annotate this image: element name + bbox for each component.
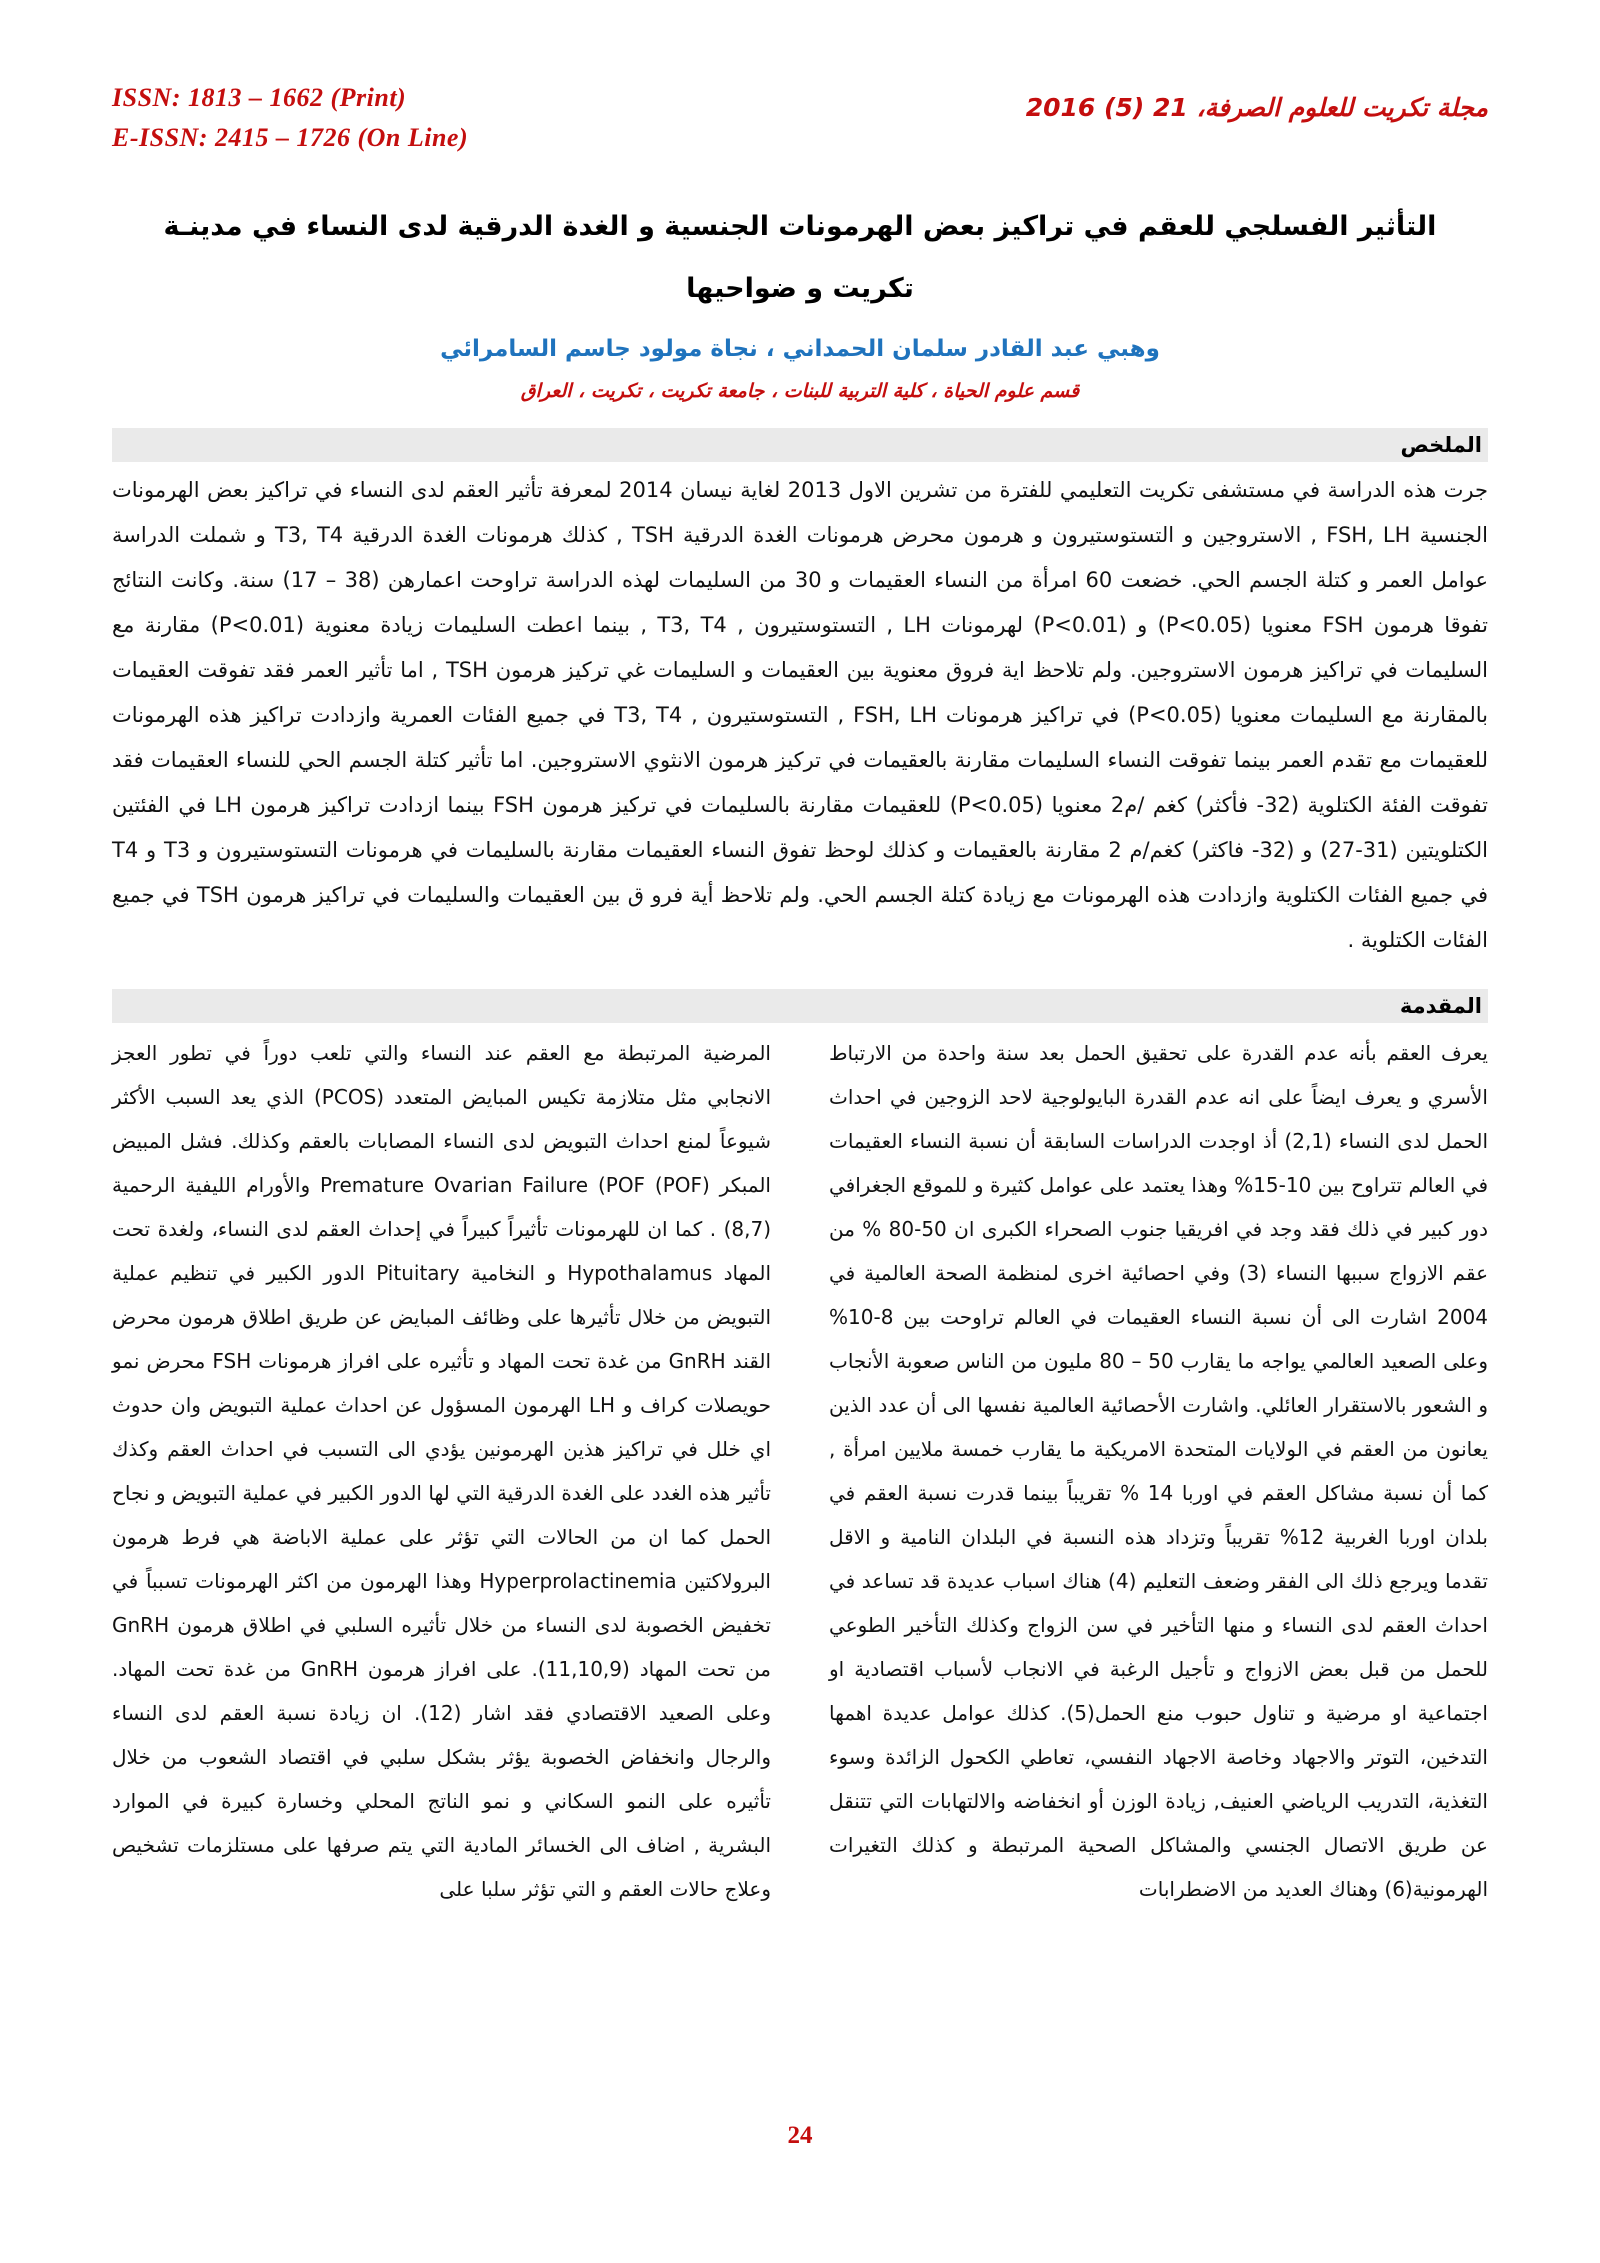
page-number: 24 bbox=[787, 2122, 813, 2149]
abstract-heading bbox=[112, 428, 1488, 462]
introduction-heading bbox=[112, 989, 1488, 1023]
authors-line: وهبي عبد القادر سلمان الحمداني ، نجاة مولود جاسم السامرائي bbox=[440, 336, 1160, 362]
abstract-heading-label: الملخص bbox=[1400, 433, 1482, 457]
issn-print: ISSN: 1813 – 1662 (Print) bbox=[112, 83, 407, 112]
introduction-column-left: المرضية المرتبطة مع العقم عند النساء والتي تلعب دوراً في تطور العجز الانجابي مثل متلازمة تكيس المبايض المتعدد (PCOS) الذي يعد السبب الأكثر شيوعاً لمنع احداث التبويض لدى النساء المصابات بالعقم وكذلك. فشل المبيض المبكر (POF) Premature Ovarian Failure (POF والأورام الليفية الرحمية (8,7) . كما ان للهرمونات تأثيراً كبيراً في إحداث العقم لدى النساء، ولغدة تحت المهاد Hypothalamus و النخامية Pituitary الدور الكبير في تنظيم عملية التبويض من خلال تأثيرها على وظائف المبايض عن طريق اطلاق هرمون محرض القند GnRH من غدة تحت المهاد و تأثيره على افراز هرمونات FSH محرض نمو حويصلات كراف و LH الهرمون المسؤول عن احداث عملية التبويض وان حدوث اي خلل في تراكيز هذين الهرمونين يؤدي الى التسبب في احداث العقم وكذك تأثير هذه الغدد على الغدة الدرقية التي لها الدور الكبير في عملية التبويض و نجاح الحمل كما ان من الحالات التي تؤثر على عملية الاباضة هي فرط هرمون البرولاكتين Hyperprolactinemia وهذا الهرمون من اكثر الهرمونات تسبباً في تخفيض الخصوبة لدى النساء من خلال تأثيره السلبي في اطلاق هرمون GnRH من تحت المهاد (11,10,9). على افراز هرمون GnRH من غدة تحت المهاد. وعلى الصعيد الاقتصادي فقد اشار (12). ان زيادة نسبة العقم لدى النساء والرجال وانخفاض الخصوبة يؤثر بشكل سلبي في اقتصاد الشعوب من خلال تأثيره على النمو السكاني و نمو الناتج المحلي وخسارة كبيرة في الموارد البشرية , اضاف الى الخسائر المادية التي يتم صرفها على مستلزمات تشخيص وعلاج حالات العقم و التي تؤثر سلبا على bbox=[112, 1041, 772, 1901]
introduction-columns bbox=[112, 1031, 1488, 1911]
issn-online: E-ISSN: 2415 – 1726 (On Line) bbox=[112, 123, 469, 152]
introduction-heading-label: المقدمة bbox=[1399, 994, 1482, 1018]
abstract-paragraph: جرت هذه الدراسة في مستشفى تكريت التعليمي للفترة من تشرين الاول 2013 لغاية نيسان 2014 لمعرفة تأثير العقم لدى النساء في تراكيز بعض الهرمونات الجنسية FSH, LH , الاستروجين و التستوستيرون و هرمون محرض هرمونات الغدة الدرقية TSH , كذلك هرمونات الغدة الدرقية T3, T4 و شملت الدراسة عوامل العمر و كتلة الجسم الحي. خضعت 60 امرأة من النساء العقيمات و 30 من السليمات لهذه الدراسة تراوحت اعمارهن (38 – 17) سنة. وكانت النتائج تفوقا هرمون FSH معنويا (P<0.05) و (P<0.01) لهرمونات LH , التستوستيرون , T3, T4 , بينما اعطت السليمات زيادة معنوية (P<0.01) مقارنة مع السليمات في تراكيز هرمون الاستروجين. ولم تلاحظ اية فروق معنوية بين العقيمات و السليمات غي تركيز هرمون TSH , اما تأثير العمر فقد تفوقت العقيمات بالمقارنة مع السليمات معنويا (P<0.05) في تراكيز هرمونات FSH, LH , التستوستيرون , T3, T4 في جميع الفئات العمرية وازدادت تراكيز هذه الهرمونات للعقيمات مع تقدم العمر بينما تفوقت النساء السليمات مقارنة بالعقيمات في تركيز هرمون الانثوي الاستروجين. اما تأثير كتلة الجسم الحي للنساء العقيمات فقد تفوقت الفئة الكتلوية (32- فأكثر) كغم /م2 معنويا (P<0.05) للعقيمات مقارنة بالسليمات في تركيز هرمون FSH بينما ازدادت تراكيز هرمون LH في الفئتين الكتلويتين (31-27) و (32- فاكثر) كغم/م 2 مقارنة بالعقيمات و كذلك لوحظ تفوق النساء العقيمات مقارنة بالسليمات في هرمونات التستوستيرون و T3 و T4 في جميع الفئات الكتلوية وازدادت هذه الهرمونات مع زيادة كتلة الجسم الحي. ولم تلاحظ أية فرو ق بين العقيمات والسليمات في تراكيز هرمون TSH في جميع الفئات الكتلوية . bbox=[112, 478, 1489, 952]
introduction-column-right: يعرف العقم بأنه عدم القدرة على تحقيق الحمل بعد سنة واحدة من الارتباط الأسري و يعرف ايضاً على انه عدم القدرة البايولوجية لاحد الزوجين في احداث الحمل لدى النساء (2,1) أذ اوجدت الدراسات السابقة أن نسبة النساء العقيمات في العالم تتراوح بين 10-15% وهذا يعتمد على عوامل كثيرة و للموقع الجغرافي دور كبير في ذلك فقد وجد في افريقيا جنوب الصحراء الكبرى ان 50-80 % من عقم الازواج سببها النساء (3) وفي احصائية اخرى لمنظمة الصحة العالمية في 2004 اشارت الى أن نسبة النساء العقيمات في العالم تراوحت بين 8-10% وعلى الصعيد العالمي يواجه ما يقارب 50 – 80 مليون من الناس صعوبة الأنجاب و الشعور بالاستقرار العائلي. واشارت الأحصائية العالمية نفسها الى أن عدد الذين يعانون من العقم في الولايات المتحدة الامريكية ما يقارب خمسة ملايين امرأة , كما أن نسبة مشاكل العقم في اوربا 14 % تقريباً بينما قدرت نسبة العقم في بلدان اوربا الغربية 12% تقريباً وتزداد هذه النسبة في البلدان النامية و الاقل تقدما ويرجع ذلك الى الفقر وضعف التعليم (4) هناك اسباب عديدة قد تساعد في احداث العقم لدى النساء و منها التأخير في سن الزواج وكذلك التأخير الطوعي للحمل من قبل بعض الازواج و تأجيل الرغبة في الانجاب لأسباب اقتصادية او اجتماعية او مرضية و تناول حبوب منع الحمل(5). كذلك عوامل عديدة اهمها التدخين، التوتر والاجهاد وخاصة الاجهاد النفسي، تعاطي الكحول الزائدة وسوء التغذية، التدريب الرياضي العنيف, زيادة الوزن أو انخفاضه والالتهابات التي تتنقل عن طريق الاتصال الجنسي والمشاكل الصحية المرتبطة و كذلك التغيرات الهرمونية(6) وهناك العديد من الاضطرابات bbox=[829, 1041, 1489, 1901]
affiliation-line: قسم علوم الحياة ، كلية التربية للبنات ، جامعة تكريت ، تكريت ، العراق bbox=[520, 380, 1080, 402]
journal-name: مجلة تكريت للعلوم الصرفة، 21 (5) 2016 bbox=[1025, 93, 1488, 122]
issn-block bbox=[112, 78, 468, 158]
article-title-line2: تكريت و ضواحيها bbox=[686, 273, 914, 304]
journal-header bbox=[112, 78, 1488, 158]
article-title-line1: التأثير الفسلجي للعقم في تراكيز بعض الهرمونات الجنسية و الغدة الدرقية لدى النساء في مدينـة bbox=[163, 211, 1437, 242]
article-title bbox=[112, 196, 1488, 320]
